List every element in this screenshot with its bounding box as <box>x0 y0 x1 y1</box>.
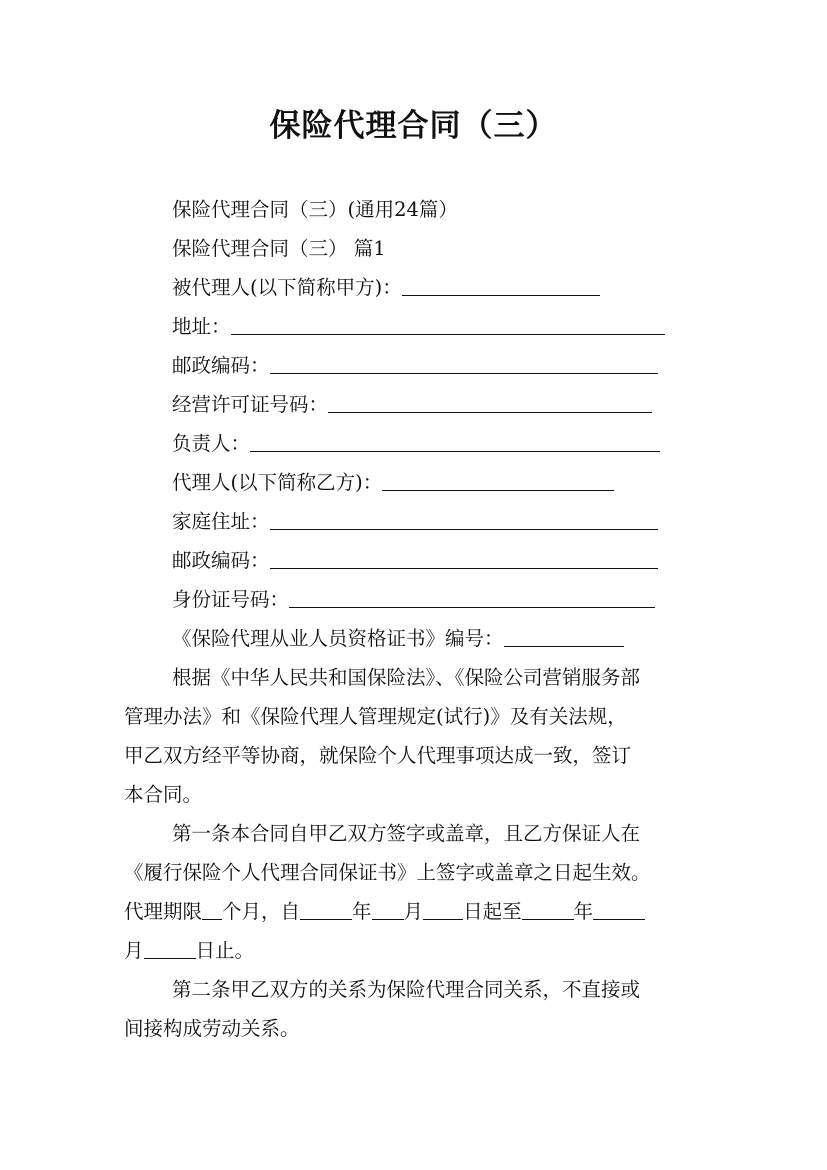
agency-term-line-2 <box>124 931 704 970</box>
start-month-blank[interactable] <box>372 897 404 920</box>
document-body <box>124 190 704 1048</box>
form-field-license <box>124 385 704 424</box>
field-label: 地址： <box>172 315 231 338</box>
field-label: 代理人(以下简称乙方)： <box>172 471 383 494</box>
field-label: 《保险代理从业人员资格证书》编号： <box>172 627 504 650</box>
form-field-responsible <box>124 424 704 463</box>
fill-in-blank[interactable] <box>270 507 658 530</box>
field-label: 经营许可证号码： <box>172 393 329 416</box>
agency-term-line <box>124 892 704 931</box>
document-title: 保险代理合同（三） <box>269 108 558 144</box>
form-field-principal <box>124 268 704 307</box>
fill-in-blank[interactable] <box>382 468 614 491</box>
form-field-postcode <box>124 346 704 385</box>
fill-in-blank[interactable] <box>402 273 600 296</box>
term-text: 日起至 <box>463 900 522 923</box>
term-text: 日止。 <box>195 939 255 962</box>
start-year-blank[interactable] <box>300 897 352 920</box>
paragraph-line: 间接构成劳动关系。 <box>124 1017 300 1040</box>
fill-in-blank[interactable] <box>270 546 658 569</box>
end-day-blank[interactable] <box>144 936 196 959</box>
field-label: 负责人： <box>172 432 251 455</box>
start-day-blank[interactable] <box>423 897 463 920</box>
paragraph-line: 管理办法》和《保险代理人管理规定(试行)》及有关法规， <box>124 705 627 728</box>
intro-paragraph <box>124 658 704 814</box>
term-text: 代理期限 <box>124 900 203 923</box>
form-field-certificate <box>124 619 704 658</box>
paragraph-line: 第一条本合同自甲乙双方签字或盖章，且乙方保证人在 <box>172 822 641 845</box>
fill-in-blank[interactable] <box>289 585 655 608</box>
end-month-blank[interactable] <box>593 897 645 920</box>
field-label: 家庭住址： <box>172 510 270 533</box>
term-text: 年 <box>573 900 594 923</box>
article-1 <box>124 814 704 970</box>
form-field-postcode-2 <box>124 541 704 580</box>
field-label: 邮政编码： <box>172 549 270 572</box>
section-heading: 保险代理合同（三） 篇1 <box>172 237 386 260</box>
paragraph-line: 根据《中华人民共和国保险法》、《保险公司营销服务部 <box>172 666 641 689</box>
term-text: 个月，自 <box>222 900 301 923</box>
fill-in-blank[interactable] <box>328 390 652 413</box>
form-field-home-address <box>124 502 704 541</box>
fill-in-blank[interactable] <box>504 624 624 647</box>
paragraph-line: 《履行保险个人代理合同保证书》上签字或盖章之日起生效。 <box>124 861 651 884</box>
term-text: 月 <box>403 900 424 923</box>
field-label: 身份证号码： <box>172 588 290 611</box>
form-field-address <box>124 307 704 346</box>
field-label: 被代理人(以下简称甲方)： <box>172 276 402 299</box>
paragraph-line: 甲乙双方经平等协商，就保险个人代理事项达成一致，签订 <box>124 744 632 767</box>
article-2 <box>124 970 704 1048</box>
end-year-blank[interactable] <box>522 897 574 920</box>
months-blank[interactable] <box>202 897 222 920</box>
paragraph-line: 第二条甲乙双方的关系为保险代理合同关系，不直接或 <box>172 978 641 1001</box>
fill-in-blank[interactable] <box>231 312 665 335</box>
field-label: 邮政编码： <box>172 354 270 377</box>
fill-in-blank[interactable] <box>270 351 658 374</box>
term-text: 年 <box>352 900 372 923</box>
form-field-id-number <box>124 580 704 619</box>
term-text: 月 <box>124 939 144 962</box>
paragraph-line: 本合同。 <box>124 783 203 806</box>
form-field-agent <box>124 463 704 502</box>
document-subtitle: 保险代理合同（三）(通用24篇） <box>172 198 458 221</box>
fill-in-blank[interactable] <box>250 429 660 452</box>
